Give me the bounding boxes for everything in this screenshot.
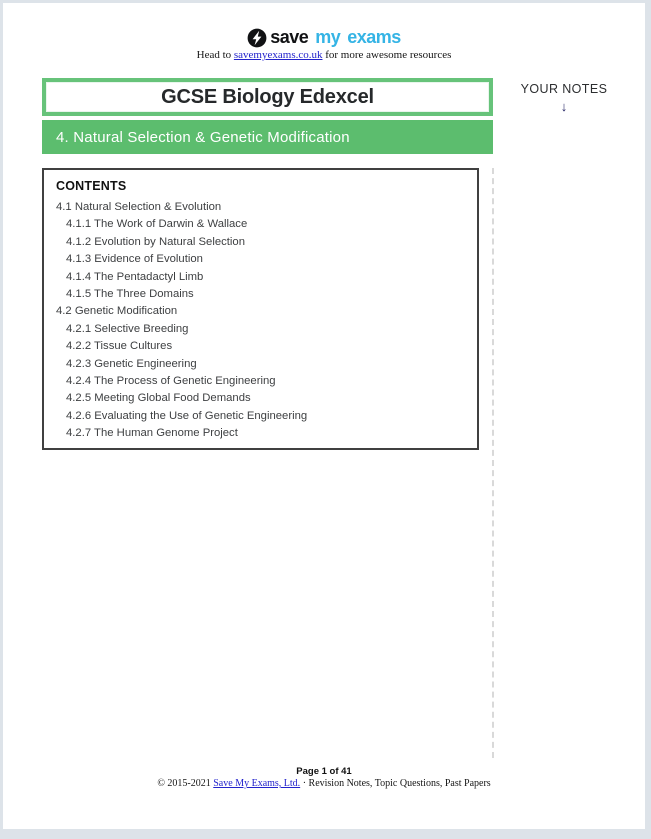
copyright-prefix: © 2015-2021 xyxy=(157,778,211,789)
toc-item-4-1-2[interactable]: 4.1.2 Evolution by Natural Selection xyxy=(66,235,245,248)
course-title: GCSE Biology Edexcel xyxy=(161,85,374,108)
notes-divider-line xyxy=(492,168,494,758)
save-my-exams-link[interactable]: Save My Exams, Ltd. xyxy=(213,778,301,789)
contents-box xyxy=(42,168,479,450)
tagline-suffix: for more awesome resources xyxy=(325,49,452,61)
copyright-suffix: · Revision Notes, Topic Questions, Past Papers xyxy=(302,778,491,789)
toc-item-4-1[interactable]: 4.1 Natural Selection & Evolution xyxy=(56,201,222,213)
tagline-prefix: Head to xyxy=(196,49,232,61)
logo-text-my: my xyxy=(315,27,341,47)
your-notes-header xyxy=(508,82,620,114)
down-arrow-icon: ↓ xyxy=(560,99,568,114)
header-tagline xyxy=(3,49,645,61)
toc-item-4-1-5[interactable]: 4.1.5 The Three Domains xyxy=(66,288,194,301)
toc-item-4-2-1[interactable]: 4.2.1 Selective Breeding xyxy=(66,322,189,335)
toc-item-4-1-1[interactable]: 4.1.1 The Work of Darwin & Wallace xyxy=(66,218,248,231)
chapter-title: 4. Natural Selection & Genetic Modification xyxy=(56,128,350,146)
contents-heading: CONTENTS xyxy=(56,179,127,193)
toc-item-4-2-2[interactable]: 4.2.2 Tissue Cultures xyxy=(66,340,173,353)
toc-item-4-2-5[interactable]: 4.2.5 Meeting Global Food Demands xyxy=(66,392,251,405)
lightning-bolt-icon xyxy=(247,28,267,48)
toc-item-4-2-4[interactable]: 4.2.4 The Process of Genetic Engineering xyxy=(66,375,276,388)
copyright-line xyxy=(3,778,645,789)
chapter-banner xyxy=(42,120,493,154)
toc-item-4-2[interactable]: 4.2 Genetic Modification xyxy=(56,305,178,318)
toc-item-4-2-3[interactable]: 4.2.3 Genetic Engineering xyxy=(66,357,197,370)
toc-item-4-2-6[interactable]: 4.2.6 Evaluating the Use of Genetic Engineering xyxy=(66,409,308,422)
your-notes-label: YOUR NOTES xyxy=(520,82,608,96)
document-page xyxy=(3,3,645,829)
toc-item-4-1-4[interactable]: 4.1.4 The Pentadactyl Limb xyxy=(66,270,204,283)
toc-item-4-2-7[interactable]: 4.2.7 The Human Genome Project xyxy=(66,427,238,440)
page-number: Page 1 of 41 xyxy=(296,766,352,777)
logo xyxy=(3,27,645,48)
savemyexams-link[interactable]: savemyexams.co.uk xyxy=(233,49,323,61)
logo-text-save: save xyxy=(270,27,309,47)
toc-item-4-1-3[interactable]: 4.1.3 Evidence of Evolution xyxy=(66,253,203,266)
logo-text-exams: exams xyxy=(347,27,401,47)
course-title-box xyxy=(42,78,493,116)
